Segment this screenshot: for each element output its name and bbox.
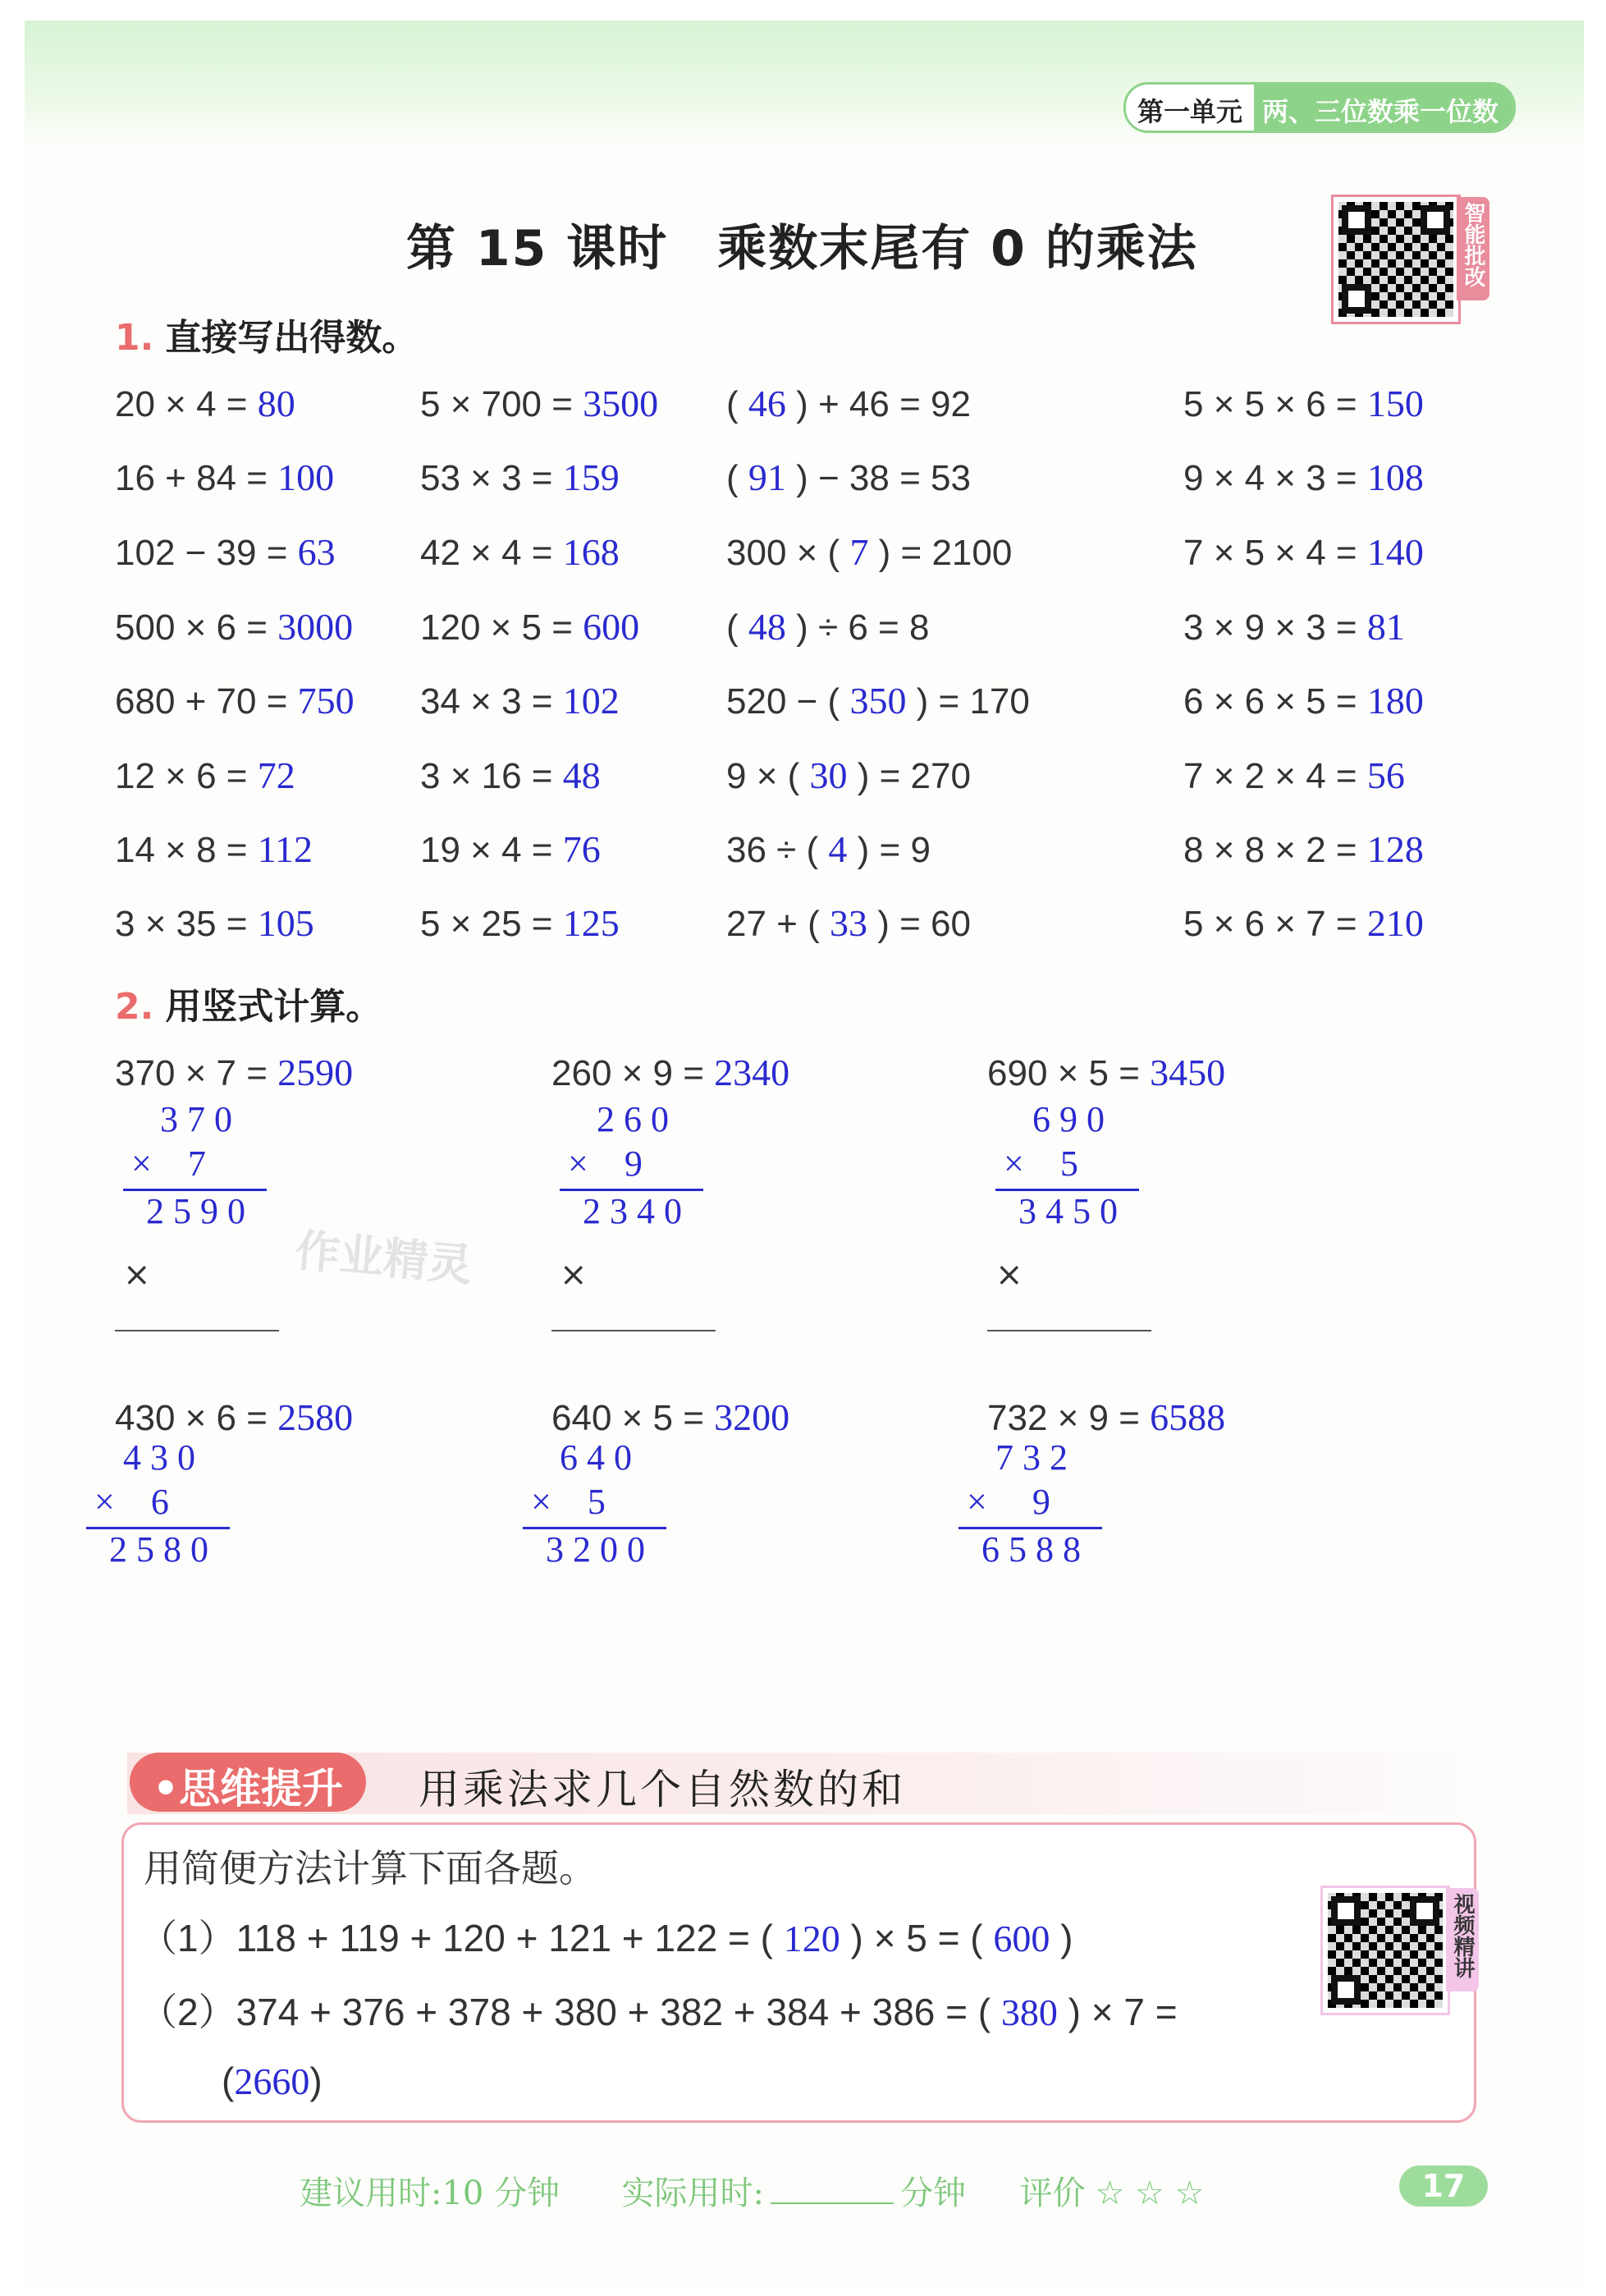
oral-answer[interactable]: 7 (849, 531, 869, 573)
q1-answer-1: 120 (783, 1918, 840, 1959)
oral-answer[interactable]: 108 (1366, 456, 1424, 498)
section-number: 1. (115, 317, 154, 359)
think-question-1 (140, 1909, 1073, 1963)
oral-item (1183, 754, 1405, 797)
oral-item (1183, 456, 1424, 499)
oral-question: 16 + 84 = (115, 458, 278, 498)
oral-item (726, 827, 931, 871)
actual-time-blank[interactable] (771, 2202, 894, 2204)
oral-question-tail: ) = 270 (847, 756, 971, 796)
oral-item (115, 679, 355, 722)
oral-answer[interactable]: 750 (297, 680, 355, 722)
oral-answer[interactable]: 150 (1366, 383, 1424, 424)
actual-time-label: 实际用时: (621, 2175, 765, 2212)
oral-answer[interactable]: 3000 (277, 606, 354, 648)
vertical-multiplicand: 4 3 0 (123, 1437, 195, 1478)
oral-answer[interactable]: 125 (562, 902, 620, 944)
section-title: 直接写出得数。 (165, 317, 419, 359)
oral-item (115, 456, 334, 499)
time-unit: 分钟 (900, 2175, 967, 2212)
oral-question: 120 × 5 = (420, 607, 583, 648)
check-answer-blank[interactable] (551, 1330, 716, 1331)
page-number: 17 (1399, 2165, 1488, 2207)
check-answer-blank[interactable] (987, 1330, 1151, 1331)
vertical-product: 2 5 8 0 (109, 1529, 208, 1570)
check-mark: × (560, 1256, 588, 1294)
lesson-number: 第 15 课时 (406, 220, 669, 277)
oral-question: 5 × 6 × 7 = (1183, 904, 1367, 944)
qr-tag-grading (1457, 197, 1489, 300)
oral-question: ( (726, 607, 748, 648)
vertical-multiplicand: 6 9 0 (1032, 1099, 1105, 1139)
rating-label: 评价 (1019, 2175, 1086, 2212)
oral-item (420, 605, 639, 648)
vertical-problem (115, 1051, 353, 1094)
vertical-answer[interactable]: 2590 (277, 1052, 354, 1093)
oral-answer[interactable]: 128 (1366, 828, 1424, 870)
oral-question: 300 × ( (726, 533, 850, 573)
oral-question-tail: ) ÷ 6 = 8 (785, 607, 930, 648)
check-answer-blank[interactable] (115, 1330, 279, 1331)
section-1-heading (115, 308, 418, 360)
oral-question: 27 + ( (726, 904, 830, 944)
oral-answer[interactable]: 100 (277, 456, 335, 498)
oral-question: 3 × 9 × 3 = (1183, 607, 1367, 648)
vertical-product: 2 5 9 0 (146, 1191, 245, 1231)
oral-question: 500 × 6 = (115, 607, 278, 648)
vertical-answer[interactable]: 3450 (1150, 1052, 1226, 1093)
oral-question-tail: ) = 170 (906, 681, 1030, 722)
oral-answer[interactable]: 102 (562, 680, 620, 722)
oral-answer[interactable]: 210 (1366, 902, 1424, 944)
q1-answer-2: 600 (993, 1918, 1050, 1959)
oral-answer[interactable]: 159 (562, 456, 620, 498)
oral-question: 9 × 4 × 3 = (1183, 458, 1367, 498)
oral-item (420, 679, 620, 722)
oral-answer[interactable]: 33 (829, 902, 867, 944)
oral-question: 680 + 70 = (115, 681, 298, 722)
unit-topic: 两、三位数乘一位数 (1254, 85, 1513, 131)
oral-question: 34 × 3 = (420, 681, 563, 722)
oral-question: 7 × 5 × 4 = (1183, 533, 1367, 573)
oral-question: 36 ÷ ( (726, 830, 829, 870)
oral-item (1183, 382, 1424, 425)
oral-question: 42 × 4 = (420, 533, 563, 573)
oral-question: 3 × 35 = (115, 904, 258, 944)
qr-code-icon[interactable] (1334, 197, 1458, 322)
vertical-product: 3 4 5 0 (1018, 1191, 1118, 1231)
oral-question: 53 × 3 = (420, 458, 563, 498)
think-question-2 (140, 1982, 1178, 2037)
oral-question: 9 × ( (726, 756, 810, 796)
oral-item (115, 827, 313, 871)
oral-question: 19 × 4 = (420, 830, 563, 870)
oral-question: 5 × 700 = (420, 384, 583, 424)
think-intro: 用简便方法计算下面各题。 (144, 1847, 597, 1890)
q1-text-end: ) (1050, 1917, 1073, 1959)
oral-item (1183, 901, 1424, 945)
oral-answer[interactable]: 91 (748, 456, 786, 498)
oral-answer[interactable]: 63 (297, 531, 336, 573)
oral-answer[interactable]: 80 (257, 383, 295, 424)
oral-item (420, 901, 620, 945)
section-number: 2. (115, 986, 154, 1028)
vertical-multiplicand: 7 3 2 (995, 1437, 1068, 1478)
lesson-topic: 乘数末尾有 0 的乘法 (717, 220, 1198, 277)
oral-answer[interactable]: 81 (1366, 606, 1405, 648)
rating-stars[interactable]: ☆ ☆ ☆ (1095, 2175, 1205, 2212)
oral-item (420, 382, 658, 425)
oral-question-tail: ) − 38 = 53 (785, 458, 971, 498)
oral-item (115, 754, 295, 797)
qr-tag-text: 智能批改 (1461, 202, 1485, 287)
vertical-product: 3 2 0 0 (546, 1529, 645, 1570)
vertical-multiplicand: 2 6 0 (597, 1099, 669, 1139)
oral-question: ( (726, 458, 748, 498)
oral-question-tail: ) + 46 = 92 (785, 384, 971, 424)
oral-question: 7 × 2 × 4 = (1183, 756, 1367, 796)
vertical-question: 260 × 9 = (551, 1053, 715, 1093)
oral-question: 12 × 6 = (115, 756, 258, 796)
vertical-multiplier: × 5 (1004, 1143, 1078, 1184)
oral-question-tail: ) = 60 (867, 904, 971, 944)
oral-item (726, 754, 971, 797)
oral-answer[interactable]: 46 (748, 383, 786, 424)
footer-time (300, 2167, 1204, 2214)
think-question-2-result (222, 2059, 323, 2103)
oral-question: 520 − ( (726, 681, 850, 722)
vertical-multiplier: × 6 (94, 1482, 169, 1522)
think-title: 用乘法求几个自然数的和 (419, 1766, 906, 1813)
oral-item (1183, 530, 1424, 574)
oral-item (420, 530, 620, 574)
oral-item (726, 679, 1030, 722)
oral-item (420, 754, 601, 797)
oral-question: 5 × 5 × 6 = (1183, 384, 1367, 424)
oral-question: 3 × 16 = (420, 756, 563, 796)
unit-tag (1123, 82, 1516, 133)
oral-item (726, 530, 1012, 574)
oral-item (115, 901, 314, 945)
lesson-title (406, 209, 1198, 280)
oral-item (1183, 679, 1424, 722)
check-mark: × (995, 1256, 1023, 1294)
think-pill: •思维提升 (130, 1753, 366, 1812)
vertical-product: 6 5 8 8 (981, 1529, 1081, 1570)
vertical-multiplicand: 6 4 0 (560, 1437, 632, 1478)
oral-item (420, 456, 620, 499)
oral-item (726, 456, 971, 499)
watermark: 作业精灵 (293, 1224, 474, 1292)
vertical-answer[interactable]: 6588 (1150, 1396, 1226, 1438)
vertical-question: 690 × 5 = (987, 1053, 1151, 1093)
unit-label: 第一单元 (1126, 85, 1254, 131)
vertical-answer[interactable]: 2340 (714, 1052, 790, 1093)
oral-question-tail: ) = 2100 (868, 533, 1013, 573)
vertical-problem (115, 1395, 353, 1439)
oral-answer[interactable]: 168 (562, 531, 620, 573)
oral-question: 102 − 39 = (115, 533, 298, 573)
oral-item (115, 530, 336, 574)
q2-answer-1: 380 (1000, 1991, 1058, 2033)
section-title: 用竖式计算。 (165, 986, 382, 1028)
oral-question-tail: ) = 9 (847, 830, 931, 870)
vertical-multiplier: × 9 (568, 1143, 643, 1184)
oral-question: 20 × 4 = (115, 384, 258, 424)
q2-answer-2: 2660 (234, 2060, 310, 2102)
oral-answer[interactable]: 350 (849, 680, 907, 722)
oral-answer[interactable]: 112 (257, 828, 313, 870)
oral-item (1183, 827, 1424, 871)
q2-text-end: ) × 7 = (1057, 1991, 1178, 2033)
vertical-question: 732 × 9 = (987, 1398, 1151, 1438)
oral-answer[interactable]: 76 (562, 828, 601, 870)
q1-text-mid: ) × 5 = ( (840, 1917, 994, 1959)
oral-question: 14 × 8 = (115, 830, 258, 870)
vertical-answer[interactable]: 2580 (277, 1396, 354, 1438)
oral-question: 5 × 25 = (420, 904, 563, 944)
oral-question: 6 × 6 × 5 = (1183, 681, 1367, 722)
vertical-question: 640 × 5 = (551, 1398, 715, 1438)
vertical-answer[interactable]: 3200 (714, 1396, 790, 1438)
vertical-problem (987, 1395, 1225, 1439)
oral-answer[interactable]: 56 (1366, 754, 1405, 796)
oral-answer[interactable]: 600 (583, 606, 640, 648)
oral-answer[interactable]: 30 (809, 754, 848, 796)
vertical-multiplier: × 5 (531, 1482, 606, 1522)
oral-answer[interactable]: 180 (1366, 680, 1424, 722)
oral-answer[interactable]: 4 (828, 828, 848, 870)
q2-paren-open: ( (222, 2060, 235, 2102)
oral-item (115, 605, 353, 648)
vertical-question: 370 × 7 = (115, 1053, 278, 1093)
vertical-question: 430 × 6 = (115, 1398, 278, 1438)
oral-item (726, 901, 971, 945)
vertical-problem (987, 1051, 1225, 1094)
oral-answer[interactable]: 72 (257, 754, 295, 796)
suggested-time: 建议用时:10 分钟 (300, 2175, 560, 2212)
oral-item (1183, 605, 1405, 648)
vertical-product: 2 3 4 0 (583, 1191, 682, 1231)
vertical-problem (551, 1051, 789, 1094)
vertical-problem (551, 1395, 789, 1439)
check-mark: × (123, 1256, 151, 1294)
vertical-multiplicand: 3 7 0 (160, 1099, 232, 1139)
qr-tag-video (1446, 1888, 1479, 1991)
qr-code-icon[interactable] (1323, 1888, 1448, 2013)
section-2-heading (115, 977, 382, 1029)
oral-item (726, 605, 929, 648)
vertical-multiplier: × 7 (131, 1143, 206, 1184)
oral-answer[interactable]: 140 (1366, 531, 1424, 573)
q1-text: （1）118 + 119 + 120 + 121 + 122 = ( (140, 1917, 784, 1959)
oral-item (726, 382, 971, 425)
oral-answer[interactable]: 105 (257, 902, 314, 944)
vertical-multiplier: × 9 (967, 1482, 1050, 1522)
oral-question: ( (726, 384, 748, 424)
oral-question: 8 × 8 × 2 = (1183, 830, 1367, 870)
oral-item (420, 827, 601, 871)
oral-answer[interactable]: 48 (748, 606, 786, 648)
qr-tag-text: 视频精讲 (1450, 1893, 1475, 1978)
q2-paren-close: ) (309, 2060, 323, 2102)
oral-answer[interactable]: 48 (562, 754, 601, 796)
oral-answer[interactable]: 3500 (583, 383, 659, 424)
q2-text: （2）374 + 376 + 378 + 380 + 382 + 384 + 386 = ( (140, 1991, 1001, 2033)
oral-item (115, 382, 295, 425)
